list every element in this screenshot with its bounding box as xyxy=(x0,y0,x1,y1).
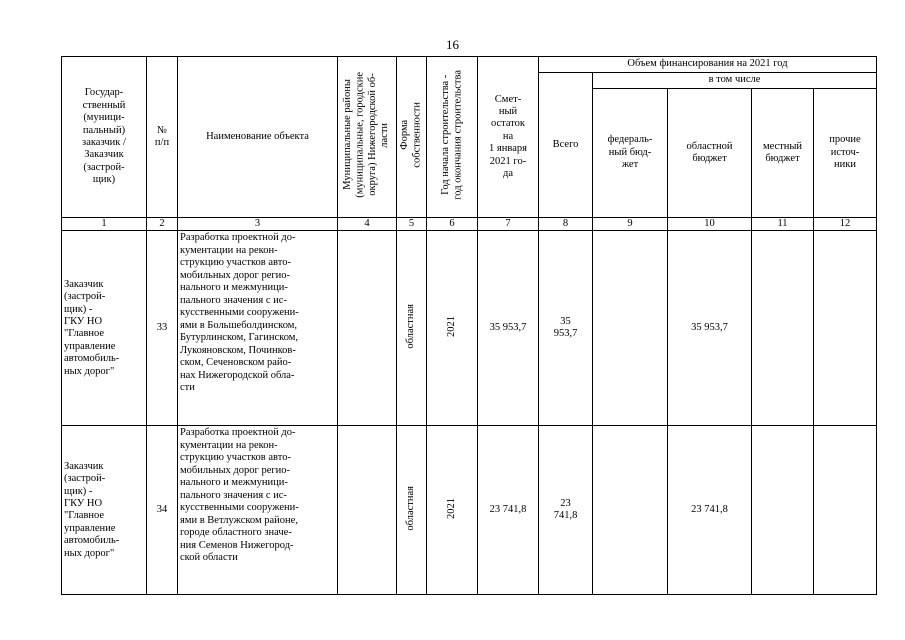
header-years: Год начала строительства - год окончания строительства xyxy=(427,57,478,218)
row-local xyxy=(752,426,814,595)
row-regional: 35 953,7 xyxy=(668,231,752,426)
row-number: 34 xyxy=(147,426,178,595)
column-number: 5 xyxy=(397,218,427,231)
header-number: № п/п xyxy=(147,57,178,218)
header-total: Всего xyxy=(539,73,593,218)
column-number: 8 xyxy=(539,218,593,231)
column-number: 1 xyxy=(62,218,147,231)
table-row xyxy=(62,231,877,426)
row-estimate: 35 953,7 xyxy=(478,231,539,426)
header-local: местный бюджет xyxy=(752,89,814,218)
column-number: 4 xyxy=(338,218,397,231)
row-total: 35 953,7 xyxy=(539,231,593,426)
header-other: прочие источ- ники xyxy=(814,89,877,218)
row-number: 33 xyxy=(147,231,178,426)
column-number: 2 xyxy=(147,218,178,231)
column-number-row xyxy=(62,218,877,231)
row-object-name: Разработка проектной до- кументации на рекон- струкцию участков авто- мобильных дорог регио- нального и межмуници- пального значения с ис- кусственными сооружени- ями в Ветлужском районе, городе областного значе- ния Семенов Нижегород- ской области xyxy=(178,426,338,595)
row-ownership: областная xyxy=(397,426,427,595)
header-funding: Объем финансирования на 2021 год xyxy=(539,57,877,73)
header-ownership: Форма собственности xyxy=(397,57,427,218)
row-local xyxy=(752,231,814,426)
header-object-name: Наименование объекта xyxy=(178,57,338,218)
page-number: 16 xyxy=(446,37,459,52)
row-years: 2021 xyxy=(427,426,478,595)
column-number: 7 xyxy=(478,218,539,231)
column-number: 3 xyxy=(178,218,338,231)
column-number: 6 xyxy=(427,218,478,231)
table-row xyxy=(62,426,877,595)
row-years: 2021 xyxy=(427,231,478,426)
row-estimate: 23 741,8 xyxy=(478,426,539,595)
row-other xyxy=(814,426,877,595)
row-federal xyxy=(593,231,668,426)
column-number: 10 xyxy=(668,218,752,231)
column-number: 12 xyxy=(814,218,877,231)
header-estimate: Смет- ный остаток на 1 января 2021 го- да xyxy=(478,57,539,218)
row-total: 23 741,8 xyxy=(539,426,593,595)
column-number: 11 xyxy=(752,218,814,231)
row-district xyxy=(338,426,397,595)
row-ownership: областная xyxy=(397,231,427,426)
row-other xyxy=(814,231,877,426)
header-including: в том числе xyxy=(593,73,877,89)
row-object-name: Разработка проектной до- кументации на рекон- струкцию участков авто- мобильных дорог регио- нального и межмуници- пального значения с ис- кусственными сооружени- ями в Большеболдинском, Бутурлинском, Гагинском, Лукояновском, Починков- ском, Сеченовском райо- нах Нижегородской обла- сти xyxy=(178,231,338,426)
financing-table xyxy=(61,56,877,595)
header-regional: областной бюджет xyxy=(668,89,752,218)
header-customer: Государ- ственный (муници- пальный) заказчик / Заказчик (застрой- щик) xyxy=(62,57,147,218)
row-federal xyxy=(593,426,668,595)
row-district xyxy=(338,231,397,426)
header-row-1 xyxy=(62,57,877,73)
row-regional: 23 741,8 xyxy=(668,426,752,595)
header-federal: федераль- ный бюд- жет xyxy=(593,89,668,218)
header-districts: Муниципальные районы (муниципальные, городские округа) Нижегородской об- ласти xyxy=(338,57,397,218)
row-customer: Заказчик (застрой- щик) - ГКУ НО "Главное управление автомобиль- ных дорог" xyxy=(62,231,147,426)
row-customer: Заказчик (застрой- щик) - ГКУ НО "Главное управление автомобиль- ных дорог" xyxy=(62,426,147,595)
column-number: 9 xyxy=(593,218,668,231)
